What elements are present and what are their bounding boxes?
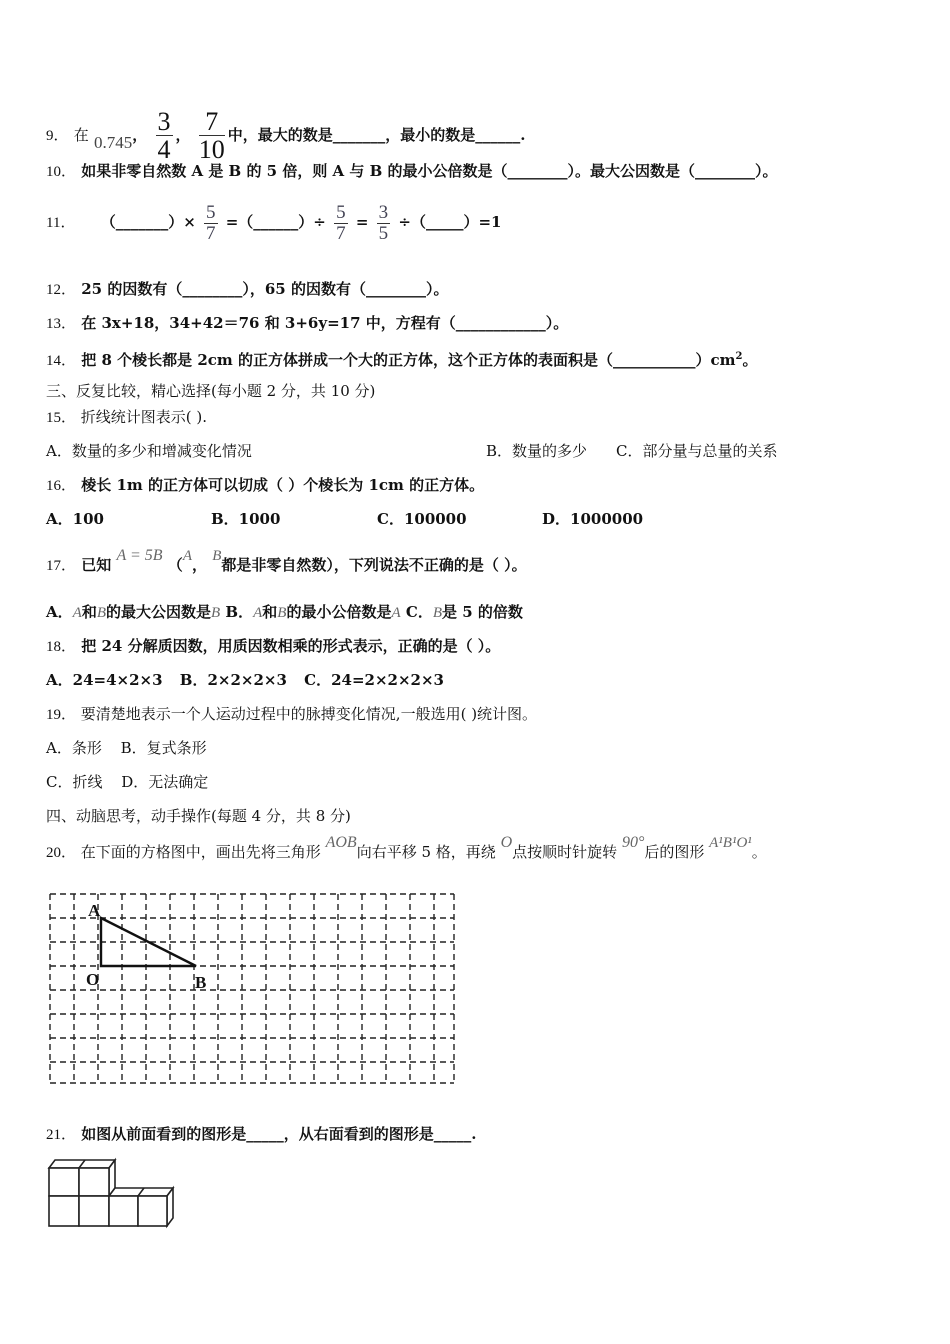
numerator: 7 [199, 108, 225, 136]
text: （_______）× [100, 213, 196, 231]
text: 在下面的方格图中，画出先将三角形 [80, 843, 321, 861]
text: =（______）÷ [225, 213, 326, 231]
question-text: 棱长 1m 的正方体可以切成（ ）个棱长为 1cm 的正方体。 [81, 476, 485, 494]
point-o: O [500, 834, 513, 851]
label-a: A [88, 901, 101, 920]
option-c[interactable] [406, 603, 523, 621]
section-title: 四、动脑思考，动手操作(每题 4 分，共 8 分) [46, 807, 351, 825]
question-number: 14． [46, 353, 77, 369]
angle: 90° [621, 834, 645, 851]
punct: ， [191, 556, 207, 574]
decimal-value: 0.745 [94, 132, 133, 152]
option-a[interactable] [46, 603, 220, 621]
option-b[interactable]: B．复式条形 [120, 739, 207, 757]
question-number: 20． [46, 845, 77, 861]
triangle-name: AOB [325, 834, 357, 851]
var: B [211, 605, 221, 621]
question-text: 把 8 个棱长都是 2cm 的正方体拼成一个大的正方体，这个正方体的表面积是（___________）cm [81, 351, 736, 369]
fraction-3-4 [156, 108, 173, 164]
text: 和 [81, 603, 97, 621]
denominator: 4 [157, 135, 171, 165]
equation: A = 5B [116, 547, 163, 564]
var: A [72, 605, 82, 621]
question-15-options [46, 441, 778, 461]
fraction-5-7 [334, 203, 348, 244]
punct: ， [132, 125, 148, 144]
question-text: 25 的因数有（________），65 的因数有（________）。 [81, 280, 449, 298]
text: 的最小公倍数是 [286, 603, 392, 621]
text: 向右平移 5 格，再绕 [356, 843, 496, 861]
question-number: 13． [46, 316, 77, 332]
question-number: 17． [46, 558, 77, 574]
numerator: 5 [206, 201, 216, 223]
label-o: O [86, 970, 100, 989]
text: 的最大公因数是 [106, 603, 212, 621]
var: A [391, 605, 401, 621]
numerator: 5 [336, 201, 346, 223]
text: 是 5 的倍数 [442, 603, 523, 621]
question-18-options [46, 670, 444, 690]
question-19 [46, 704, 537, 725]
option-b[interactable] [225, 603, 400, 621]
question-9 [46, 107, 526, 165]
option-c[interactable]: C．100000 [377, 510, 467, 528]
question-number: 12． [46, 282, 77, 298]
option-b[interactable]: B．2×2×2×3 [179, 671, 287, 689]
text: 点按顺时针旋转 [512, 843, 618, 861]
question-17 [46, 545, 527, 585]
question-number: 11． [46, 215, 76, 231]
label: B． [225, 603, 254, 621]
question-20 [46, 832, 767, 872]
option-c[interactable]: C．24=2×2×2×3 [304, 671, 444, 689]
var: B [432, 605, 443, 621]
question-12 [46, 279, 448, 300]
question-18 [46, 636, 500, 657]
question-text: 如果非零自然数 A 是 B 的 5 倍，则 A 与 B 的最小公倍数是（________）。最大公因数是（________）。 [81, 162, 778, 180]
punct: 。 [751, 843, 767, 861]
question-text: 要清楚地表示一个人运动过程中的脉搏变化情况,一般选用( )统计图。 [80, 705, 538, 723]
option-a[interactable]: A．100 [46, 510, 104, 528]
denominator: 10 [198, 135, 225, 165]
text: 已知 [81, 556, 112, 574]
numerator: 3 [157, 107, 171, 136]
question-13 [46, 313, 568, 334]
option-c[interactable]: C．部分量与总量的关系 [616, 442, 778, 460]
option-d[interactable]: D．1000000 [542, 510, 644, 528]
numerator: 3 [378, 201, 389, 223]
var: B [277, 605, 287, 621]
option-a[interactable]: A．数量的多少和增减变化情况 [46, 442, 252, 460]
question-number: 15． [46, 410, 77, 426]
option-b[interactable]: B．数量的多少 [486, 442, 588, 460]
question-text: 折线统计图表示( ). [80, 408, 208, 426]
text: 中，最大的数是_______，最小的数是______. [227, 125, 526, 144]
question-17-options [46, 602, 523, 623]
option-b[interactable]: B．1000 [211, 510, 281, 528]
question-19-options-1 [46, 738, 207, 758]
fraction-5-7 [204, 203, 218, 244]
punct: 。 [742, 351, 758, 369]
option-d[interactable]: D．无法确定 [121, 773, 209, 791]
question-15 [46, 407, 207, 428]
variable-a: A [182, 548, 192, 564]
question-11 [46, 196, 501, 248]
label: C． [405, 603, 433, 621]
text: ÷（_____）=1 [398, 213, 502, 231]
text: 后的图形 [644, 843, 705, 861]
question-text: 如图从前面看到的图形是_____，从右面看到的图形是_____. [81, 1125, 477, 1143]
section-title: 三、反复比较，精心选择(每小题 2 分，共 10 分) [46, 382, 376, 400]
question-16-options [46, 509, 644, 529]
label: A． [46, 603, 73, 621]
option-c[interactable]: C．折线 [46, 773, 103, 791]
variable-b: B [212, 548, 222, 564]
text: 和 [262, 603, 278, 621]
question-number: 16． [46, 478, 77, 494]
question-number: 10． [46, 164, 77, 180]
superscript: 2 [735, 351, 743, 362]
text: 在 [73, 125, 89, 144]
question-number: 9． [46, 127, 69, 144]
text: 都是非零自然数），下列说法不正确的是（ ）。 [221, 556, 527, 574]
section-heading-3 [46, 381, 375, 401]
denominator: 5 [378, 222, 389, 244]
option-a[interactable]: A．24=4×2×3 [46, 671, 163, 689]
cube-stack-diagram [44, 1156, 184, 1236]
question-number: 19． [46, 707, 77, 723]
question-number: 18． [46, 639, 77, 655]
fraction-3-5 [377, 203, 391, 244]
question-text: 在 3x+18，34+42＝76 和 3+6y=17 中，方程有（____________）。 [81, 314, 569, 332]
question-10 [46, 161, 778, 182]
fraction-7-10 [199, 108, 225, 164]
grid-diagram [44, 888, 464, 1088]
question-21 [46, 1124, 476, 1145]
question-16 [46, 475, 484, 496]
denominator: 7 [206, 222, 216, 244]
label-b: B [195, 973, 207, 992]
var: B [96, 605, 106, 621]
denominator: 7 [336, 222, 346, 244]
punct: ， [175, 125, 191, 144]
question-14 [46, 347, 758, 371]
section-heading-4 [46, 806, 351, 826]
text: = [355, 213, 369, 231]
question-text: 把 24 分解质因数，用质因数相乘的形式表示，正确的是（ ）。 [81, 637, 501, 655]
question-19-options-2 [46, 772, 208, 792]
punct: （ [167, 556, 183, 574]
option-a[interactable]: A．条形 [46, 739, 102, 757]
result-figure: A¹B¹O¹ [709, 835, 752, 851]
question-number: 21． [46, 1127, 77, 1143]
var: A [253, 605, 263, 621]
